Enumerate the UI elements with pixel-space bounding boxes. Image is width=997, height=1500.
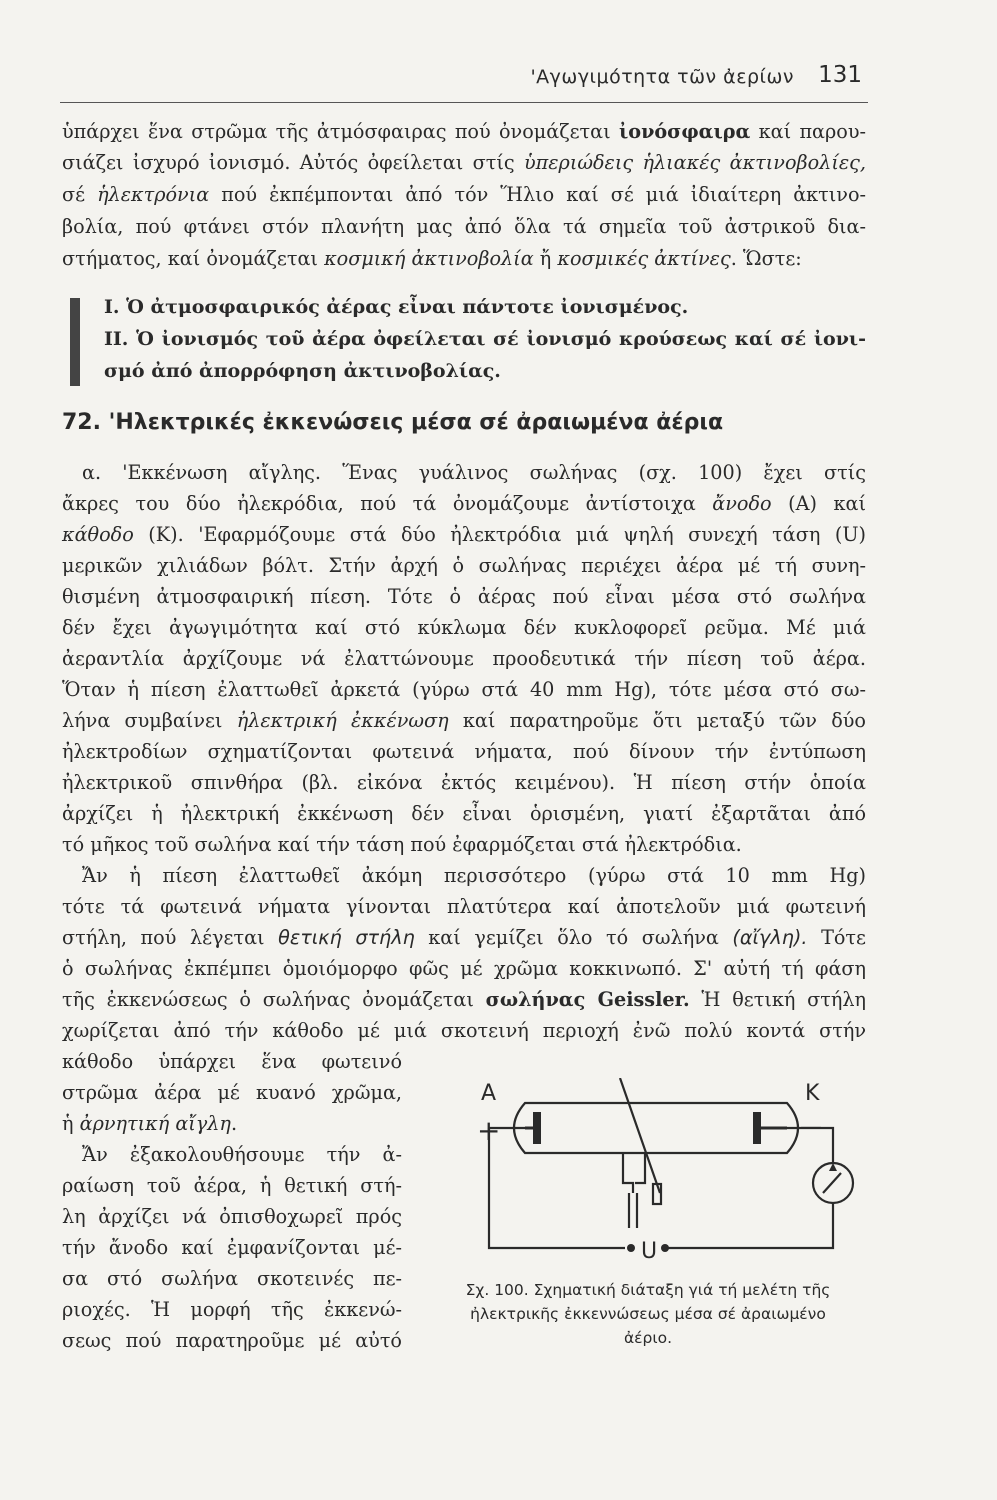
narrow-line-4: Ἄν ἐξακολουθήσουμε τήν ἀ- bbox=[82, 1143, 402, 1166]
intro-line-5: στήματος, καί ὀνομάζεται κοσμική ἀκτινοβολία ἤ κοσμικές ἀκτίνες. Ὥστε: bbox=[62, 247, 802, 270]
body-line-11: ἠλεκτρικοῦ σπινθήρα (βλ. εἰκόνα ἐκτός κειμένου). Ἡ πίεση στήν ὁποία bbox=[62, 771, 866, 794]
body-line-5: θισμένη ἀτμοσφαιρική πίεση. Τότε ὁ ἀέρας πού εἶναι μέσα στό σωλήνα bbox=[62, 585, 866, 608]
body-line-1: α. 'Εκκένωση αἴγλης. Ἕνας γυάλινος σωλήνας (σχ. 100) ἔχει στίς bbox=[82, 461, 866, 484]
cathode-electrode bbox=[753, 1112, 761, 1144]
running-title: 'Αγωγιμότητα τῶν ἀερίων bbox=[530, 66, 794, 88]
body-line-14: Ἄν ἡ πίεση ἐλαττωθεῖ ἀκόμη περισσότερο (γύρω στά 10 mm Hg) bbox=[82, 864, 866, 887]
circuit-diagram bbox=[455, 1078, 867, 1278]
page-header bbox=[60, 62, 868, 103]
narrow-line-7: τήν ἄνοδο καί ἐμφανίζονται μέ- bbox=[62, 1236, 402, 1259]
body-line-16: στήλη, πού λέγεται θετική στήλη καί γεμίζει ὅλο τό σωλήνα (αἴγλη). Τότε bbox=[62, 926, 866, 949]
section-number: 72. bbox=[62, 410, 101, 435]
narrow-line-1: κάθοδο ὑπάρχει ἕνα φωτεινό bbox=[62, 1050, 402, 1073]
narrow-line-10: σεως πού παρατηροῦμε μέ αὐτό bbox=[62, 1329, 402, 1352]
narrow-line-6: λη ἀρχίζει νά ὀπισθοχωρεῖ πρός bbox=[62, 1205, 402, 1228]
minus-label: — bbox=[800, 1115, 822, 1140]
intro-line-3: σέ ἡλεκτρόνια πού ἐκπέμπονται ἀπό τόν Ἥλιο καί σέ μιά ἰδιαίτερη ἀκτινο- bbox=[62, 183, 866, 206]
narrow-line-9: ριοχές. Ἡ μορφή τῆς ἐκκενώ- bbox=[62, 1298, 402, 1321]
intro-line-2: σιάζει ἰσχυρό ἰονισμό. Αὐτός ὀφείλεται στίς ὑπεριώδεις ἡλιακές ἀκτινοβολίες, bbox=[62, 151, 866, 174]
section-heading bbox=[62, 410, 866, 435]
pump-tube bbox=[623, 1153, 645, 1193]
body-line-9: λήνα συμβαίνει ἠλεκτρική ἐκκένωση καί παρατηροῦμε ὅτι μεταξύ τῶν δύο bbox=[62, 709, 866, 732]
summary-marker-bar bbox=[70, 298, 80, 386]
summary-line-2: II. Ὁ ἰονισμός τοῦ ἀέρα ὀφείλεται σέ ἰονισμό κρούσεως καί σέ ἰονι- bbox=[104, 328, 866, 350]
body-line-2: ἄκρες του δύο ἠλεκρόδια, πού τά ὀνομάζουμε ἀντίστοιχα ἄνοδο (A) καί bbox=[62, 492, 866, 515]
plus-label: + bbox=[477, 1114, 501, 1147]
body-line-10: ἠλεκτροδίων σχηματίζονται φωτεινά νήματα, πού δίνουν τήν ἐντύπωση bbox=[62, 740, 866, 763]
narrow-line-3: ἡ ἀρνητική αἴγλη. bbox=[62, 1112, 238, 1135]
figure-caption: Σχ. 100. Σχηματική διάταξη γιά τή μελέτη τῆς ἠλεκτρικῆς ἐκκεννώσεως μέσα σέ ἀραιωμένο ἀέριο. bbox=[465, 1281, 831, 1347]
anode-label: A bbox=[481, 1081, 497, 1106]
body-line-19: χωρίζεται ἀπό τήν κάθοδο μέ μιά σκοτεινή περιοχή ἐνῶ πολύ κοντά στήν bbox=[62, 1019, 866, 1042]
voltage-label: U bbox=[641, 1239, 658, 1264]
circuit-wire bbox=[489, 1128, 625, 1248]
body-line-12: ἀρχίζει ἡ ἠλεκτρική ἐκκένωση δέν εἶναι ὁρισμένη, γιατί ἐξαρτᾶται ἀπό bbox=[62, 802, 866, 825]
body-line-17: ὁ σωλήνας ἐκπέμπει ὁμοιόμορφο φῶς μέ χρῶμα κοκκινωπό. Σ' αὐτή τή φάση bbox=[62, 957, 866, 980]
intro-line-4: βολία, πού φτάνει στόν πλανήτη μας ἀπό ὅλα τά σημεῖα τοῦ ἀστρικοῦ δια- bbox=[62, 215, 866, 238]
narrow-line-2: στρῶμα ἀέρα μέ κυανό χρῶμα, bbox=[62, 1081, 402, 1104]
body-line-3: κάθοδο (K). 'Εφαρμόζουμε στά δύο ἠλεκτρόδια μιά ψηλή συνεχή τάση (U) bbox=[62, 523, 866, 546]
summary-line-1: I. Ὁ ἀτμοσφαιρικός ἀέρας εἶναι πάντοτε ἰονισμένος. bbox=[104, 296, 689, 318]
body-line-15: τότε τά φωτεινά νήματα γίνονται πλατύτερα καί ἀποτελοῦν μιά φωτεινή bbox=[62, 895, 866, 918]
intro-line-1: ὑπάρχει ἕνα στρῶμα τῆς ἀτμόσφαιρας πού ὀνομάζεται ἰονόσφαιρα καί παρου- bbox=[62, 120, 866, 143]
cathode-label: K bbox=[805, 1081, 820, 1106]
body-line-6: δέν ἔχει ἀγωγιμότητα καί στό κύκλωμα δέν κυκλοφορεῖ ρεῦμα. Μέ μιά bbox=[62, 616, 866, 639]
summary-line-3: σμό ἀπό ἀπορρόφηση ἀκτινοβολίας. bbox=[104, 360, 501, 382]
body-line-4: μερικῶν χιλιάδων βόλτ. Στήν ἀρχή ὁ σωλήνας περιέχει ἀέρα μέ τή συνη- bbox=[62, 554, 866, 577]
body-line-8: Ὅταν ἡ πίεση ἐλαττωθεῖ ἀρκετά (γύρω στά 40 mm Hg), τότε μέσα στό σω- bbox=[62, 678, 866, 701]
body-line-7: ἀεραντλία ἀρχίζουμε νά ἐλαττώνουμε προοδευτικά τήν πίεση τοῦ ἀέρα. bbox=[62, 647, 866, 670]
page-number: 131 bbox=[818, 62, 862, 88]
narrow-line-8: σα στό σωλήνα σκοτεινές πε- bbox=[62, 1267, 402, 1290]
stopcock bbox=[620, 1078, 660, 1193]
body-line-13: τό μῆκος τοῦ σωλήνα καί τήν τάση πού ἐφαρμόζεται στά ἠλεκτρόδια. bbox=[62, 833, 742, 856]
body-line-18: τῆς ἐκκενώσεως ὁ σωλήνας ὀνομάζεται σωλήνας Geissler. Ἡ θετική στήλη bbox=[62, 988, 867, 1011]
narrow-line-5: ραίωση τοῦ ἀέρα, ἡ θετική στή- bbox=[62, 1174, 402, 1197]
section-title: 'Ηλεκτρικές ἐκκενώσεις μέσα σέ ἀραιωμένα ἀέρια bbox=[108, 410, 724, 435]
